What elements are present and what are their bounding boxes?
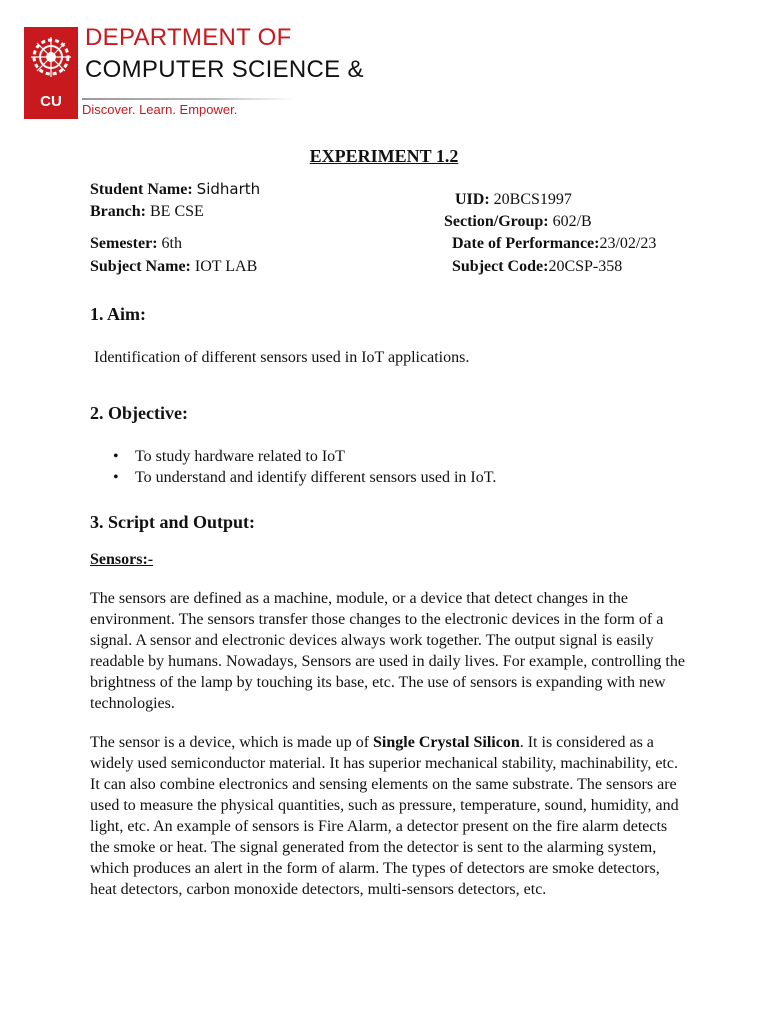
bullet-icon: •: [113, 469, 119, 486]
student-name-row: [90, 180, 260, 199]
objective-item-text: To study hardware related to IoT: [135, 448, 345, 465]
section-row: [444, 213, 592, 231]
semester-row: [90, 235, 182, 253]
aim-number: 1.: [90, 304, 104, 324]
subject-name-row: [90, 258, 257, 276]
date-row: [452, 235, 656, 253]
uid-value: 20BCS1997: [493, 191, 572, 208]
script-heading-text: Script and Output:: [108, 512, 256, 532]
objective-heading: [90, 403, 188, 424]
date-label: Date of Performance:: [452, 235, 600, 252]
objective-item-text: To understand and identify different sensors used in IoT.: [135, 469, 497, 486]
list-item: [90, 446, 730, 467]
objective-heading-text: Objective:: [108, 403, 188, 423]
objective-list: [90, 446, 730, 488]
subject-code-label: Subject Code:: [452, 258, 549, 275]
semester-value: 6th: [161, 235, 182, 252]
bullet-icon: •: [113, 448, 119, 465]
student-name-value: Sidharth: [196, 180, 261, 198]
branch-row: [90, 203, 204, 221]
subject-code-row: [452, 258, 622, 276]
subject-name-value: IOT LAB: [194, 258, 258, 275]
branch-value: BE CSE: [150, 203, 204, 220]
date-value: 23/02/23: [599, 235, 657, 252]
sensors-paragraph-1: The sensors are defined as a machine, module, or a device that detect changes in the environment. The sensors transfer those changes to the electronic devices in the form of a signal. A sensor and electronic devices always work together. The output signal is easily readable by humans. Nowadays, Sensors are used in daily lives. For example, controlling the brightness of the lamp by touching its base, etc. The use of sensors is expanding with new technologies.: [90, 590, 685, 712]
subject-name-label: Subject Name:: [90, 258, 191, 275]
sensors-subheading: Sensors:-: [90, 551, 154, 568]
experiment-title: EXPERIMENT 1.2: [309, 146, 459, 166]
aim-heading: [90, 304, 146, 325]
sensors-paragraph-2: [90, 732, 686, 900]
paragraph-2-start: The sensor is a device, which is made up of: [90, 734, 374, 751]
list-item: [90, 467, 730, 488]
semester-label: Semester:: [90, 235, 158, 252]
paragraph-2-end: . It is considered as a widely used semiconductor material. It has superior mechanical stability, machinability, etc. It can also combine electronics and sensing elements on the same substrate. The sensors are used to measure the physical quantities, such as pressure, temperature, sound, humidity, and light, etc. An example of sensors is Fire Alarm, a detector present on the fire alarm detects the smoke or heat. The signal generated from the detector is sent to the alarming system, which produces an alert in the form of alarm. The types of detectors are smoke detectors, heat detectors, carbon monoxide detectors, multi-sensors detectors, etc.: [90, 734, 679, 898]
objective-number: 2.: [90, 403, 104, 423]
department-title-line2: COMPUTER SCIENCE &: [85, 56, 364, 83]
department-title-line1: DEPARTMENT OF: [85, 24, 292, 51]
student-name-label: Student Name:: [90, 181, 193, 198]
logo-cu-text: CU: [40, 93, 62, 110]
uid-row: [455, 191, 572, 209]
tagline: Discover. Learn. Empower.: [82, 102, 238, 117]
header-divider: [82, 98, 296, 100]
university-logo: [24, 27, 78, 135]
uid-label: UID:: [455, 191, 490, 208]
logo-university-text: CHANDIGARH UNIVERSITY: [32, 122, 70, 135]
aim-text: Identification of different sensors used in IoT applications.: [94, 349, 470, 366]
branch-label: Branch:: [90, 203, 146, 220]
script-number: 3.: [90, 512, 104, 532]
section-label: Section/Group:: [444, 213, 549, 230]
aim-heading-text: Aim:: [107, 304, 147, 324]
gear-emblem-icon: [24, 27, 78, 93]
subject-code-value: 20CSP-358: [548, 258, 623, 275]
section-value: 602/B: [552, 213, 592, 230]
script-heading: [90, 512, 255, 533]
single-crystal-silicon-text: Single Crystal Silicon: [373, 734, 520, 751]
